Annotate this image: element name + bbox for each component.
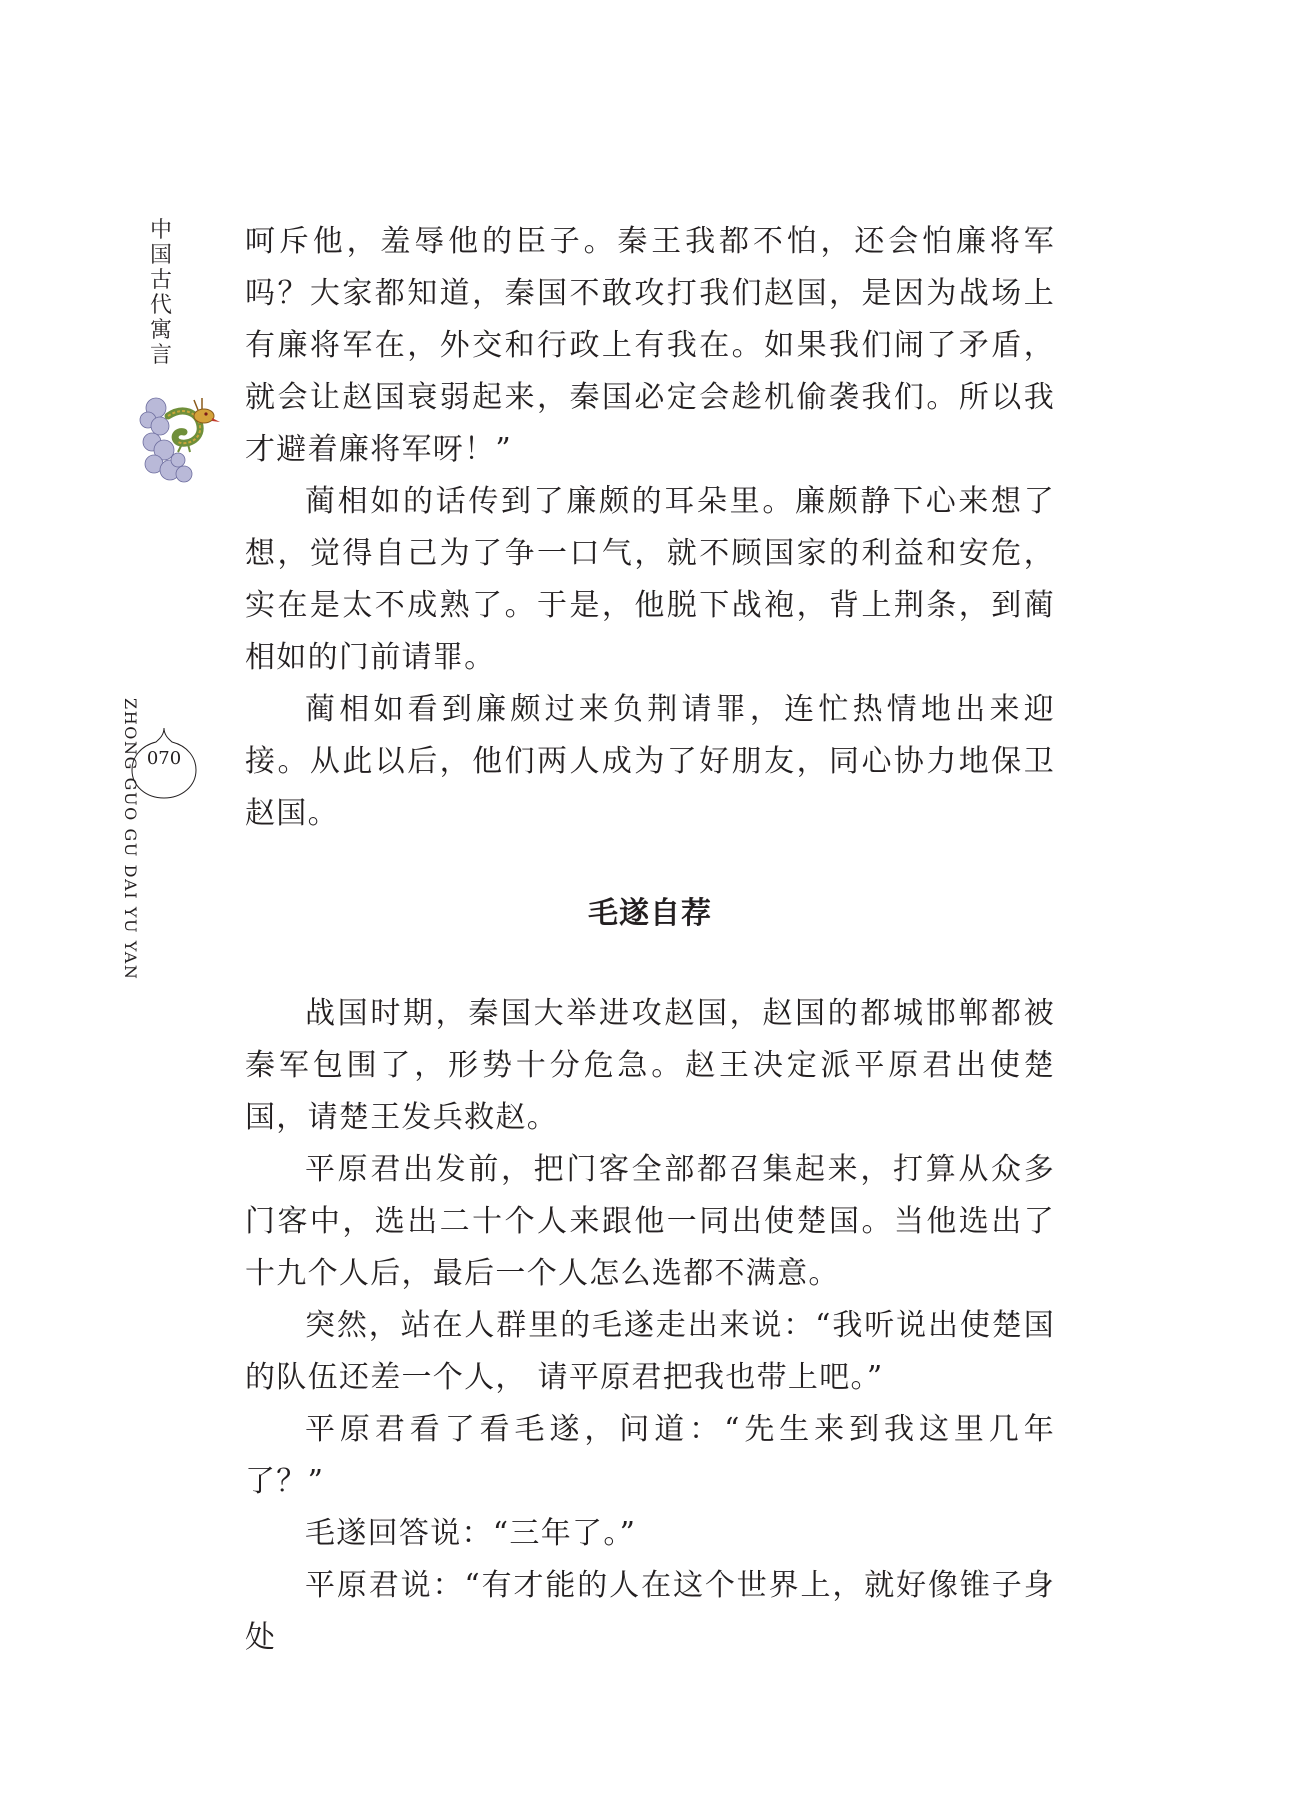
story-body: [245, 988, 1055, 1664]
series-sidebar: [121, 218, 208, 981]
page-number: 070: [146, 748, 182, 769]
series-title: 中国古代寓言: [149, 218, 172, 368]
paragraph: 毛遂回答说：“三年了。”: [305, 1516, 637, 1551]
series-pinyin: ZHONG GUO GU DAI YU YAN: [121, 698, 140, 981]
paragraph: 呵斥他，羞辱他的臣子。秦王我都不怕，还会怕廉将军吗？大家都知道，秦国不敢攻打我们赵国，是因为战场上有廉将军在，外交和行政上有我在。如果我们闹了矛盾，就会让赵国衰弱起来，秦国必定会趁机偷袭我们。所以我才避着廉将军呀！”: [245, 224, 1055, 467]
paragraph: 平原君说：“有才能的人在这个世界上，就好像锥子身处: [245, 1568, 1055, 1655]
paragraph: 平原君出发前，把门客全部都召集起来，打算从众多门客中，选出二十个人来跟他一同出使楚国。当他选出了十九个人后，最后一个人怎么选都不满意。: [245, 1152, 1055, 1291]
dragon-icon: [138, 386, 220, 486]
paragraph: 平原君看了看毛遂，问道：“先生来到我这里几年了？”: [245, 1412, 1055, 1499]
story-title: 毛遂自荐: [588, 896, 712, 931]
story-continued: [245, 216, 1055, 840]
paragraph: 战国时期，秦国大举进攻赵国，赵国的都城邯郸都被秦军包围了，形势十分危急。赵王决定派平原君出使楚国，请楚王发兵救赵。: [245, 996, 1055, 1135]
paragraph: 突然，站在人群里的毛遂走出来说：“我听说出使楚国的队伍还差一个人， 请平原君把我也带上吧。”: [245, 1308, 1055, 1395]
page-number-badge: [128, 726, 208, 806]
paragraph: 蔺相如的话传到了廉颇的耳朵里。廉颇静下心来想了想，觉得自己为了争一口气，就不顾国家的利益和安危，实在是太不成熟了。于是，他脱下战袍，背上荆条，到蔺相如的门前请罪。: [245, 484, 1055, 675]
paragraph: 蔺相如看到廉颇过来负荆请罪，连忙热情地出来迎接。从此以后，他们两人成为了好朋友，同心协力地保卫赵国。: [245, 692, 1055, 831]
